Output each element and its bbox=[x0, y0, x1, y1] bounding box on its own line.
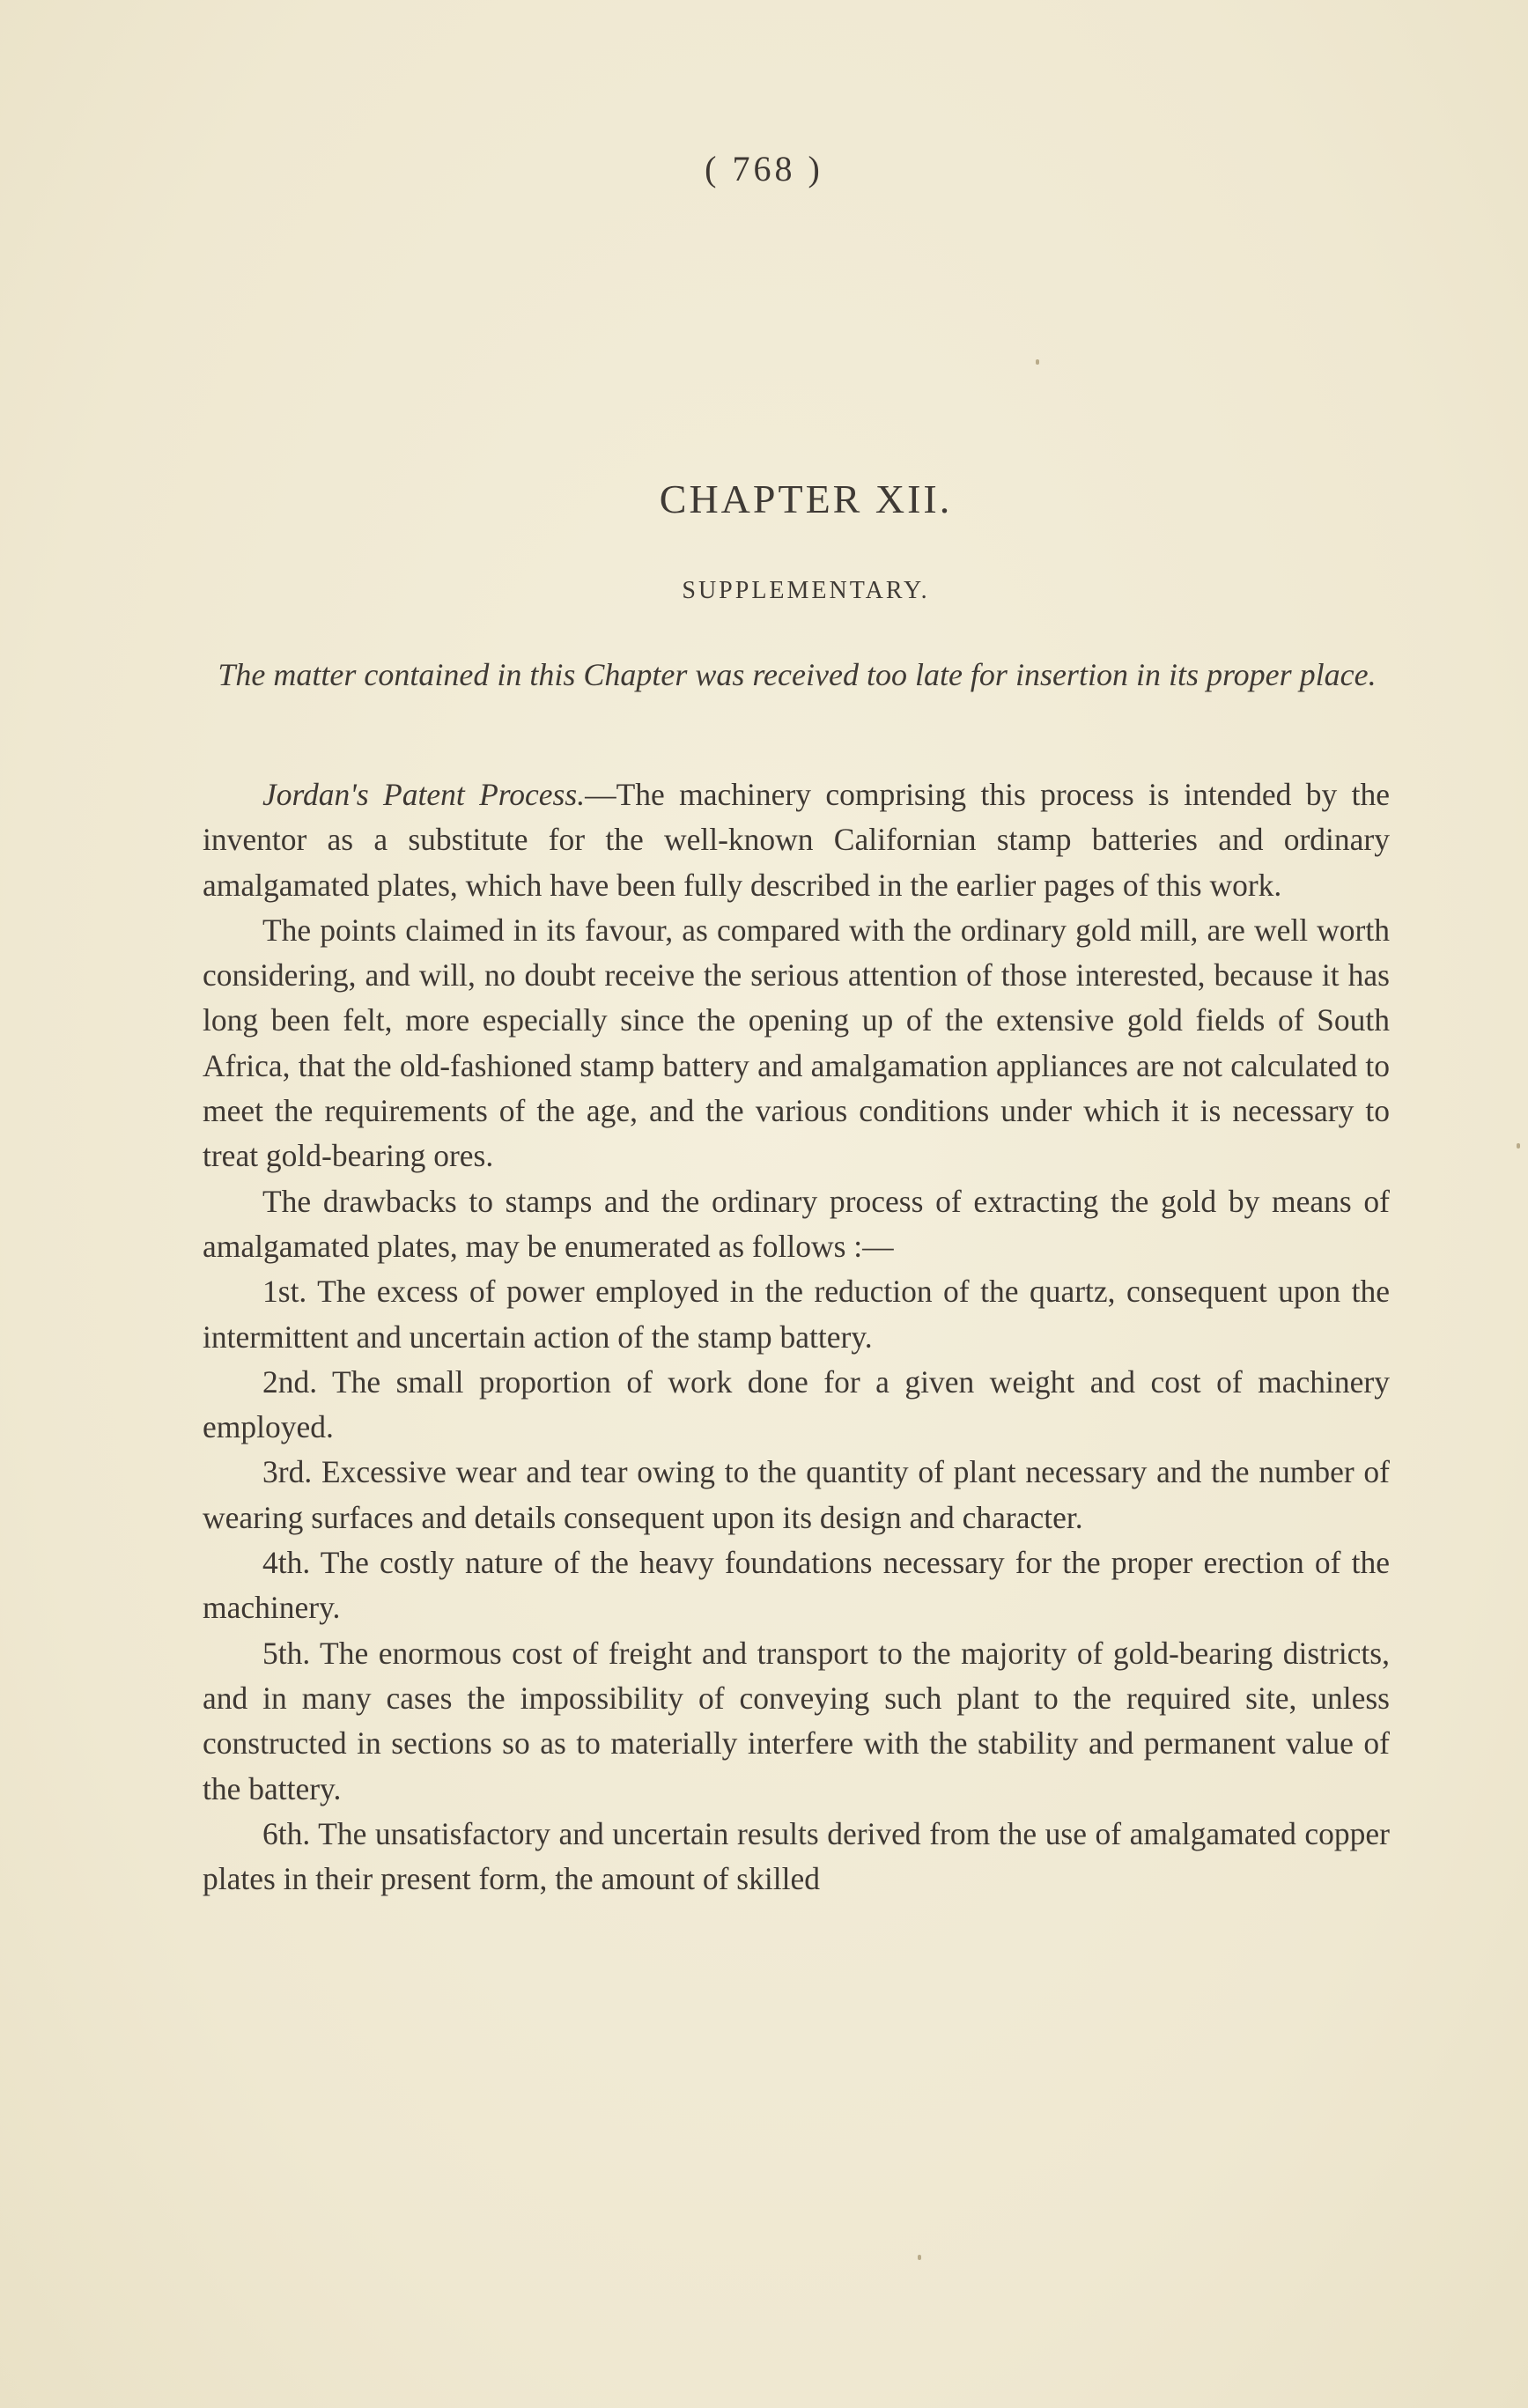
list-item-6th: 6th. The unsatisfactory and uncertain results derived from the use of amalgamated copper plates in their present form, the amount of skilled bbox=[203, 1815, 1390, 1897]
list-item-4th: 4th. The costly nature of the heavy foundations necessary for the proper erection of the machinery. bbox=[203, 1545, 1390, 1626]
paragraph: The drawbacks to stamps and the ordinary process of extracting the gold by means of amalgamated plates, may be enumerated as follows :— bbox=[203, 1183, 1390, 1264]
list-item-1st: 1st. The excess of power employed in the reduction of the quartz, consequent upon the intermittent and uncertain action of the stamp battery. bbox=[203, 1274, 1390, 1355]
paper-speck bbox=[1036, 359, 1039, 365]
paper-speck bbox=[1517, 1143, 1520, 1149]
chapter-note: The matter contained in this Chapter was received too late for insertion in its proper place. bbox=[218, 657, 1377, 692]
chapter-title: CHAPTER XII. bbox=[659, 476, 953, 521]
list-item-5th: 5th. The enormous cost of freight and transport to the majority of gold-bearing districts, and in many cases the impossibility of conveying such plant to the required site, unless constructed in sections so as to materially interfere with the stability and permanent value of the battery. bbox=[203, 1635, 1390, 1806]
paragraph-text: —The machinery comprising this process is intended by the inventor as a substitute for the well-known Californian stamp batteries and ordinary amalgamated plates, which have been fully described in the earlier pages of this work. bbox=[203, 777, 1391, 903]
list-item-2nd: 2nd. The small proportion of work done for a given weight and cost of machinery employed. bbox=[203, 1363, 1390, 1445]
chapter-subtitle: SUPPLEMENTARY. bbox=[682, 577, 930, 604]
paragraph bbox=[203, 772, 1390, 908]
list-item-3rd: 3rd. Excessive wear and tear owing to the quantity of plant necessary and the number of wearing surfaces and details consequent upon its design and character. bbox=[203, 1454, 1390, 1535]
body-text bbox=[203, 772, 1390, 1902]
page-number: ( 768 ) bbox=[705, 149, 823, 188]
paragraph: The points claimed in its favour, as compared with the ordinary gold mill, are well worth considering, and will, no doubt receive the serious attention of those interested, because it has long been felt, more especially since the opening up of the extensive gold fields of South Africa, that the old-fashioned stamp battery and amalgamation appliances are not calculated to meet the requirements of the age, and the various conditions under which it is necessary to treat gold-bearing ores. bbox=[203, 912, 1390, 1174]
section-lead-title: Jordan's Patent Process. bbox=[262, 777, 586, 812]
paper-speck bbox=[918, 2255, 921, 2260]
